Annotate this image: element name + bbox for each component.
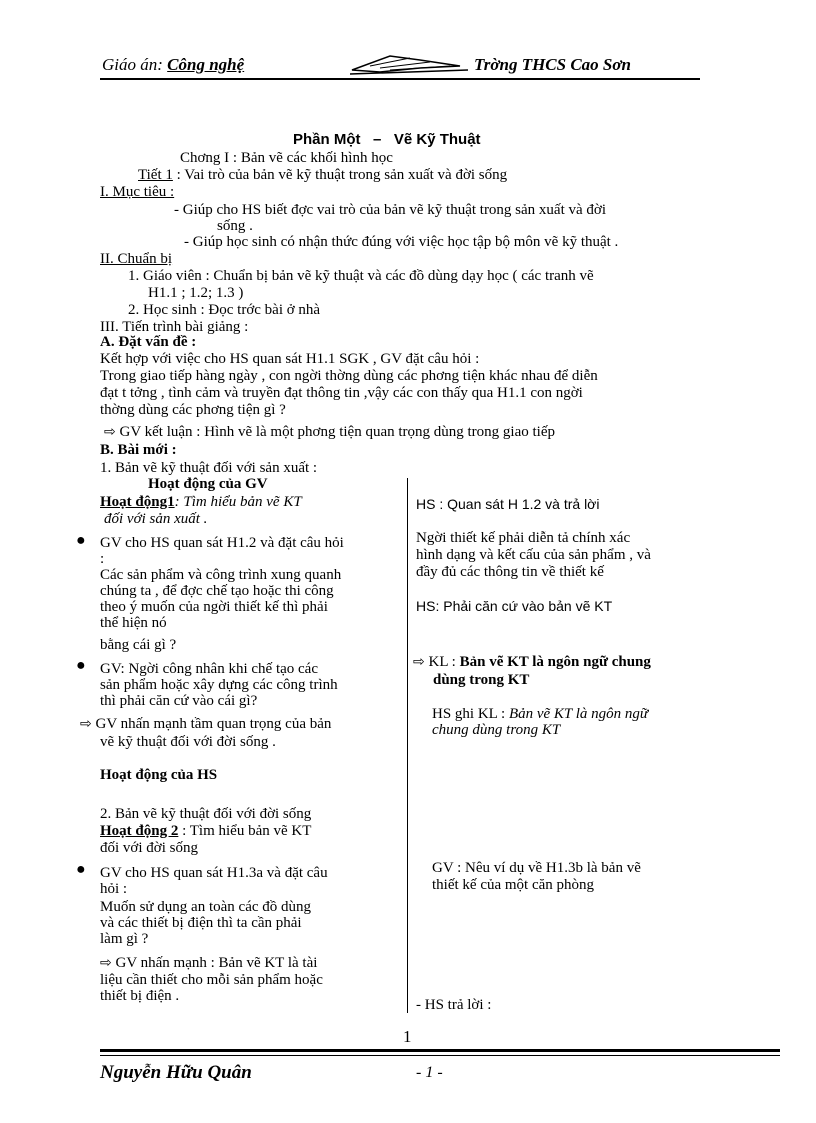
header-label: Giáo án: — [102, 55, 163, 74]
gv-1-line-5: theo ý muốn của ngời thiết kế thì phải — [100, 599, 328, 615]
kl-line-1 — [413, 654, 651, 671]
prep-heading: II. Chuẩn bị — [100, 251, 173, 267]
prep-1-line-1: 1. Giáo viên : Chuẩn bị bản vẽ kỹ thuật và các đồ dùng dạy học ( các tranh vẽ — [128, 268, 594, 284]
hs-4-line-2: thiết kế của một căn phòng — [432, 877, 595, 893]
objective-1-line-1: - Giúp cho HS biết đợc vai trò của bản vẽ kỹ thuật trong sản xuất và đời — [174, 202, 607, 218]
kl-line-2: dùng trong KT — [433, 672, 530, 688]
process-heading: III. Tiến trình bài giảng : — [100, 319, 249, 335]
footer-rule-thin — [100, 1055, 780, 1056]
section-a-line-2: Trong giao tiếp hàng ngày , con ngời thờng dùng các phơng tiện khác nhau để diễn — [100, 368, 598, 384]
prep-2: 2. Học sinh : Đọc trớc bài ở nhà — [128, 302, 321, 318]
hs-2-line-1: Ngời thiết kế phải diễn tả chính xác — [416, 530, 631, 546]
activity-2-label: Hoạt động 2 — [100, 823, 179, 839]
gv-1-line-2: : — [100, 551, 105, 567]
objective-2: - Giúp học sinh có nhận thức đúng với việc học tập bộ môn vẽ kỹ thuật . — [184, 234, 619, 250]
arrow-icon: ⇨ — [413, 654, 425, 670]
hs-1: HS : Quan sát H 1.2 và trả lời — [416, 496, 600, 512]
gv-4-line-2: hỏi : — [100, 881, 128, 897]
section-a-line-1: Kết hợp với việc cho HS quan sát H1.1 SGK , GV đặt câu hỏi : — [100, 351, 480, 367]
table-divider — [407, 478, 408, 1013]
gv-4-line-3: Muốn sử dụng an toàn các đồ dùng — [100, 899, 312, 915]
gv-column-heading: Hoạt động của GV — [148, 476, 268, 492]
hs-kl-prefix: HS ghi KL : — [432, 706, 506, 722]
gv-2-line-1: GV: Ngời công nhân khi chế tạo các — [100, 661, 318, 677]
title-dash: – — [373, 131, 382, 148]
lesson-text: : Vai trò của bản vẽ kỹ thuật trong sản xuất và đời sống — [176, 167, 508, 183]
gv-4-line-4: và các thiết bị điện thì ta cần phải — [100, 915, 302, 931]
gv-4-line-5: làm gì ? — [100, 931, 149, 947]
chapter-title: Chơng I : Bản vẽ các khối hình học — [180, 150, 393, 166]
activity-2-text: : Tìm hiểu bản vẽ KT — [182, 823, 312, 839]
hs-5: - HS trả lời : — [416, 997, 492, 1013]
arrow-icon: ⇨ — [100, 955, 112, 971]
activity-1-label: Hoạt động1 — [100, 494, 175, 510]
title-name: Vẽ Kỹ Thuật — [393, 131, 481, 148]
header-rule — [100, 78, 700, 80]
section-a-conclusion — [104, 424, 555, 441]
gv-1-line-6: thể hiện nó — [100, 615, 167, 631]
gv-3-line-1 — [80, 716, 331, 733]
section-a-heading: A. Đặt vấn đề : — [100, 334, 197, 350]
footer-rule-thick — [100, 1049, 780, 1052]
gv-1-line-1: GV cho HS quan sát H1.2 và đặt câu hỏi — [100, 535, 344, 551]
activity-2-title — [100, 823, 311, 840]
hs-4-line-1: GV : Nêu ví dụ về H1.3b là bản vẽ — [432, 860, 641, 876]
kl-prefix: KL : — [428, 654, 456, 670]
gv-1-line-3: Các sản phẩm và công trình xung quanh — [100, 567, 342, 583]
hs-kl-line-1 — [432, 706, 648, 723]
conclusion-text: GV kết luận : Hình vẽ là một phơng tiện quan trọng dùng trong giao tiếp — [119, 424, 555, 440]
section-a-line-3: đạt t tởng , tình cảm và truyền đạt thông tin ,vậy các con thấy qua H1.1 con ngời — [100, 385, 583, 401]
title-part: Phần Một — [293, 131, 361, 148]
page-number: 1 — [403, 1027, 412, 1046]
bullet-icon: ● — [76, 532, 86, 549]
prep-1-line-2: H1.1 ; 1.2; 1.3 ) — [148, 285, 244, 301]
header-left — [102, 55, 244, 75]
page-title — [293, 131, 481, 148]
gv-5-text: GV nhấn mạnh : Bản vẽ KT là tài — [115, 955, 318, 971]
lesson-label: Tiết 1 — [138, 167, 173, 183]
gv-1-line-4: chúng ta , để đợc chế tạo hoặc thi công — [100, 583, 334, 599]
section-b-heading: B. Bài mới : — [100, 442, 177, 458]
gv-2-line-3: thì phải căn cứ vào cái gì? — [100, 693, 258, 709]
gv-4-line-1: GV cho HS quan sát H1.3a và đặt câu — [100, 865, 328, 881]
gv-5-line-1 — [100, 955, 317, 972]
lesson-title — [138, 167, 507, 184]
section-b-item-1: 1. Bản vẽ kỹ thuật đối với sản xuất : — [100, 460, 318, 476]
section-2-heading: 2. Bản vẽ kỹ thuật đối với đời sống — [100, 806, 312, 822]
arrow-icon: ⇨ — [80, 716, 92, 732]
activity-1-text: : Tìm hiểu bản vẽ KT — [174, 494, 302, 510]
header-right: Trờng THCS Cao Sơn — [474, 55, 631, 74]
gv-3-line-2: vẽ kỹ thuật đối với đời sống . — [100, 734, 276, 750]
activity-1-title — [100, 494, 302, 511]
bullet-icon: ● — [76, 657, 86, 674]
footer-page: - 1 - — [416, 1064, 443, 1081]
gv-5-line-3: thiết bị điện . — [100, 988, 180, 1004]
activity-1-text-2: đối với sản xuất . — [104, 511, 208, 527]
hs-2-line-3: đầy đủ các thông tin về thiết kế — [416, 564, 604, 580]
pen-icon — [350, 50, 470, 76]
hs-kl-line-2: chung dùng trong KT — [432, 722, 561, 738]
header-subject: Công nghệ — [167, 55, 245, 74]
section-a-line-4: thờng dùng các phơng tiện gì ? — [100, 402, 286, 418]
gv-1-line-7: bằng cái gì ? — [100, 637, 177, 653]
hs-2-line-2: hình dạng và kết cấu của sản phẩm , và — [416, 547, 651, 563]
gv-5-line-2: liệu cần thiết cho mỗi sản phẩm hoặc — [100, 972, 323, 988]
bullet-icon: ● — [76, 861, 86, 878]
kl-text: Bản vẽ KT là ngôn ngữ chung — [459, 654, 651, 670]
gv-2-line-2: sản phẩm hoặc xây dựng các công trình — [100, 677, 338, 693]
hs-column-heading: Hoạt động của HS — [100, 767, 218, 783]
footer-author: Nguyễn Hữu Quân — [100, 1062, 252, 1083]
hs-3: HS: Phải căn cứ vào bản vẽ KT — [416, 598, 613, 614]
hs-kl-text: Bản vẽ KT là ngôn ngữ — [508, 706, 649, 722]
gv-3-text: GV nhấn mạnh tầm quan trọng của bản — [95, 716, 332, 732]
arrow-icon: ⇨ — [104, 424, 116, 440]
activity-2-text-2: đối với đời sống — [100, 840, 198, 856]
objective-1-line-2: sống . — [217, 218, 253, 234]
objectives-heading: I. Mục tiêu : — [100, 184, 175, 200]
